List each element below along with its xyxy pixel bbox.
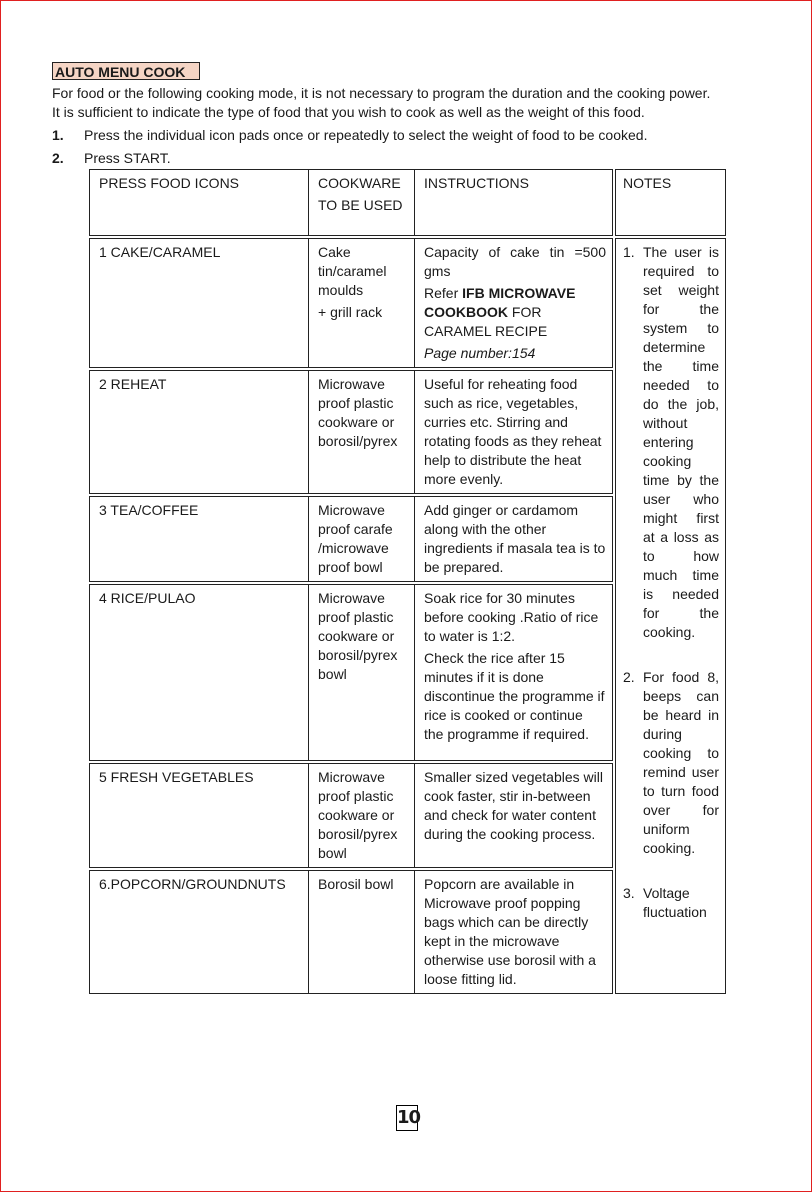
intro-text <box>52 84 782 122</box>
food-cell: 4 RICE/PULAO <box>90 585 309 761</box>
cookware-cell: Microwave proof plastic cookware or borosil/pyrex <box>309 371 415 494</box>
page-reference: Page number:154 <box>424 345 536 361</box>
instructions-cell <box>415 585 613 761</box>
instructions-cell: Useful for reheating food such as rice, vegetables, curries etc. Stirring and rotating foods as they reheat help to distribute the heat more evenly. <box>415 371 613 494</box>
note-item <box>623 243 719 642</box>
header-instructions: INSTRUCTIONS <box>415 170 613 236</box>
note-number: 3. <box>623 885 635 901</box>
step-item <box>52 126 782 149</box>
step-number: 1. <box>52 127 64 143</box>
note-item <box>623 884 719 922</box>
note-item <box>623 668 719 858</box>
note-number: 2. <box>623 669 635 685</box>
cookware-text: Cake tin/caramel moulds <box>318 244 387 298</box>
cookware-extra: + grill rack <box>318 304 383 320</box>
step-text: Press START. <box>84 150 171 166</box>
food-cell: 5 FRESH VEGETABLES <box>90 764 309 868</box>
notes-cell <box>616 239 726 994</box>
note-number: 1. <box>623 244 635 260</box>
food-cell: 2 REHEAT <box>90 371 309 494</box>
instructions-text: Soak rice for 30 minutes before cooking .Ratio of rice to water is 1:2. <box>424 590 599 644</box>
note-text: The user is required to set weight for the system to determine the time needed to do the job, without entering cooking time by the user who might first at a loss as to how much time is needed for the cooking. <box>643 244 719 640</box>
section-title: AUTO MENU COOK <box>52 62 200 80</box>
instructions-cell <box>415 239 613 368</box>
header-cookware-line: COOKWARE <box>318 175 401 191</box>
instructions-cell: Smaller sized vegetables will cook faster, stir in-between and check for water content during the cooking process. <box>415 764 613 868</box>
food-cell: 3 TEA/COFFEE <box>90 497 309 582</box>
instructions-text <box>424 284 606 341</box>
auto-menu-table <box>89 169 726 994</box>
header-row <box>90 170 726 236</box>
intro-line: It is sufficient to indicate the type of food that you wish to cook as well as the weight of this food. <box>52 104 645 120</box>
header-cookware <box>309 170 415 236</box>
step-number: 2. <box>52 150 64 166</box>
page-number: 10 <box>396 1105 418 1131</box>
recipe-text: FOR CARAMEL RECIPE <box>424 304 548 339</box>
header-cookware-line: TO BE USED <box>318 197 403 213</box>
instructions-cell: Add ginger or cardamom along with the other ingredients if masala tea is to be prepared. <box>415 497 613 582</box>
steps-list <box>52 126 782 172</box>
header-notes: NOTES <box>616 170 726 236</box>
cookware-cell: Borosil bowl <box>309 871 415 994</box>
refer-text: Refer <box>424 285 459 301</box>
instructions-text: Capacity of cake tin =500 gms <box>424 244 606 279</box>
intro-line: For food or the following cooking mode, it is not necessary to program the duration and the cooking power. <box>52 85 711 101</box>
table-row <box>90 239 726 368</box>
note-text: For food 8, beeps can be heard in during cooking to remind user to turn food over for uniform cooking. <box>643 669 719 856</box>
header-food: PRESS FOOD ICONS <box>90 170 309 236</box>
cookware-cell: Microwave proof carafe /microwave proof bowl <box>309 497 415 582</box>
cookware-cell <box>309 239 415 368</box>
note-text: Voltage fluctuation <box>643 885 707 920</box>
cookbook-name: IFB MICROWAVE COOKBOOK <box>424 285 576 320</box>
food-cell: 6.POPCORN/GROUNDNUTS <box>90 871 309 994</box>
cookware-cell: Microwave proof plastic cookware or borosil/pyrex bowl <box>309 585 415 761</box>
step-text: Press the individual icon pads once or repeatedly to select the weight of food to be cooked. <box>84 127 648 143</box>
cookware-cell: Microwave proof plastic cookware or borosil/pyrex bowl <box>309 764 415 868</box>
food-cell: 1 CAKE/CARAMEL <box>90 239 309 368</box>
instructions-cell: Popcorn are available in Microwave proof popping bags which can be directly kept in the microwave otherwise use borosil with a loose fitting lid. <box>415 871 613 994</box>
instructions-text: Check the rice after 15 minutes if it is done discontinue the programme if rice is cooked or continue the programme if required. <box>424 650 605 742</box>
